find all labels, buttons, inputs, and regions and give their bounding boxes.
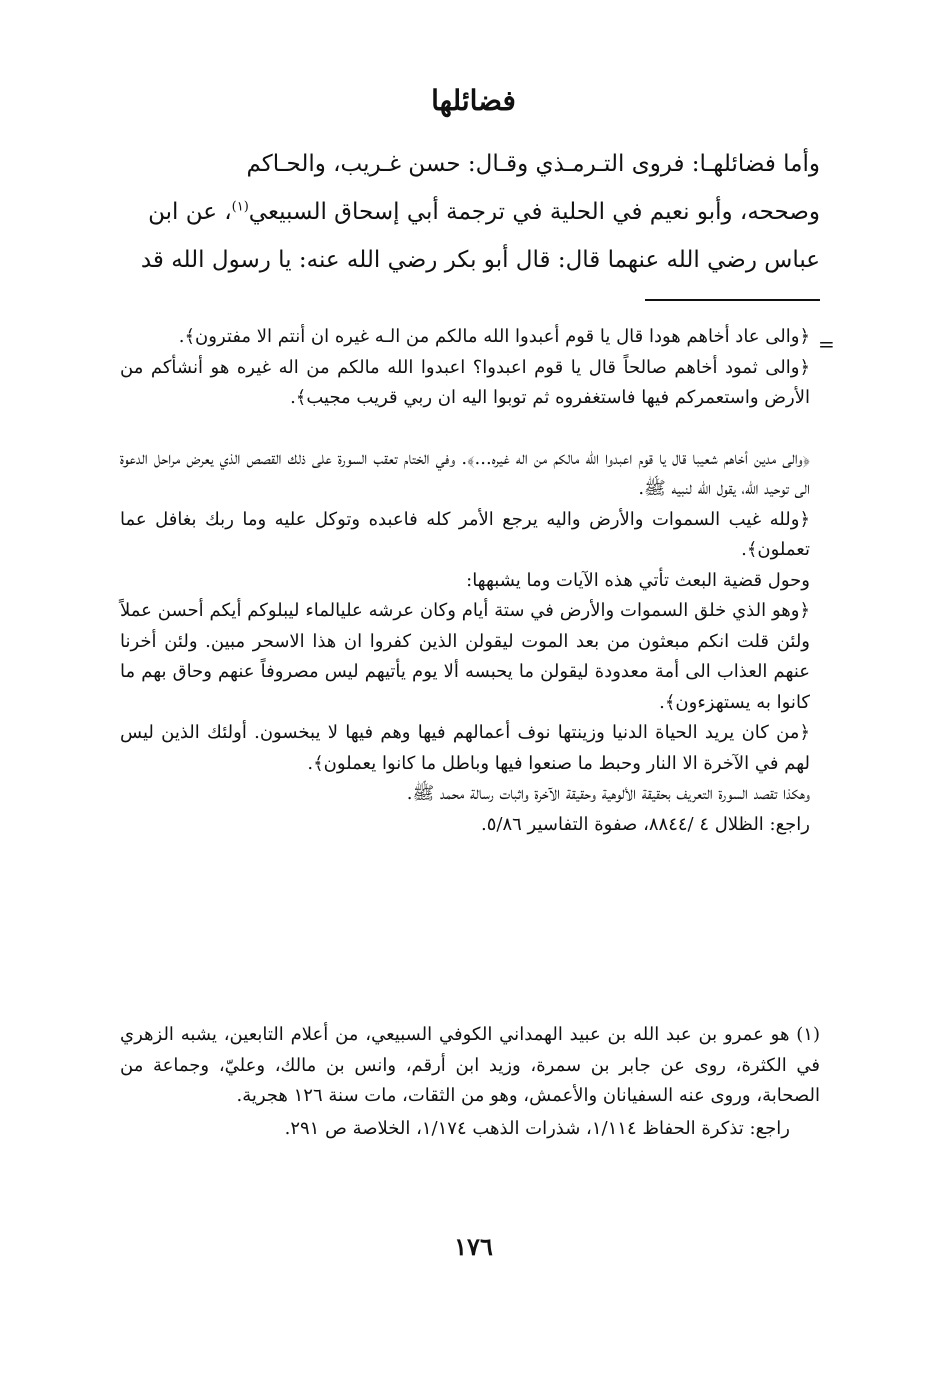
continued-footnote xyxy=(120,322,810,840)
footnote-1-text: (١) هو عمرو بن عبد الله بن عبيد الهمداني الكوفي السبيعي، من أعلام التابعين، يشبه الزهري في الكثرة، روى عن جابر بن سمرة، وزيد ابن أرقم، وانس بن مالك، وعليّ، وجماعة من الصحابة، وروى عنه السفيانان والأعمش، وهو من الثقات، مات سنة ١٢٦ هجرية. xyxy=(120,1024,820,1106)
main-line-2-end: ، عن ابن xyxy=(148,199,232,225)
note-paragraph-3: ﴿والى مدين أخاهم شعيبا قال يا قوم اعبدوا الله مالكم من اله غيره...﴾. وفي الختام تعقب السورة على ذلك القصص الذي يعرض مراحل الدعوة الى توحيد الله، يقول الله لنبيه ﷺ. xyxy=(120,447,810,499)
note-paragraph-7: ﴿من كان يريد الحياة الدنيا وزينتها نوف أعمالهم فيها وهم فيها لا يبخسون. أولئك الذين ليس لهم في الآخرة الا النار وحبط ما صنعوا فيها وباطل ما كانوا يعملون﴾. xyxy=(120,722,810,774)
note-paragraph-8: وهكذا تقصد السورة التعريف بحقيقة الألوهية وحقيقة الآخرة واثبات رسالة محمد ﷺ. xyxy=(406,783,810,804)
footnote-marker-1[interactable]: (١) xyxy=(231,199,249,215)
paragraph-gap xyxy=(120,414,810,444)
note-paragraph-2: ﴿والى ثمود أخاهم صالحاً قال يا قوم اعبدوا؟ اعبدوا الله مالكم من اله غيره هو أنشأكم من الأرض واستعمركم فيها فاستغفروه ثم توبوا اليه ان ربي قريب مجيب﴾. xyxy=(120,356,810,408)
note-paragraph-4: ﴿ولله غيب السموات والأرض واليه يرجع الأمر كله فاعبده وتوكل عليه وما ربك بغافل عما تعملون﴾. xyxy=(120,508,810,560)
footnote-1 xyxy=(120,1020,820,1144)
note-paragraph-6: ﴿وهو الذي خلق السموات والأرض في ستة أيام وكان عرشه عليالماء ليبلوكم أيكم أحسن عملاً ولئن قلت انكم مبعثون من بعد الموت ليقولن الذين كفروا ان هذا الاسحر مبين. ولئن أخرنا عنهم العذاب الى أمة معدودة ليقولن ما يحبسه ألا يوم يأتيهم ليس مصروفاً عنهم وحاق بهم ما كانوا به يستهزءون﴾. xyxy=(120,600,810,713)
note-paragraph-1: ﴿والى عاد أخاهم هودا قال يا قوم أعبدوا الله مالكم من الـه غيره ان أنتم الا مفترون﴾. xyxy=(178,326,810,347)
main-line-2-start: وصححه، وأبو نعيم في الحلية في ترجمة أبي إسحاق السبيعي xyxy=(248,199,820,225)
main-line-2 xyxy=(120,188,820,236)
footnote-divider xyxy=(645,299,820,301)
note-reference: راجع: الظلال ٤ /٨٨٤٤، صفوة التفاسير ٥/٨٦. xyxy=(481,813,810,835)
footnote-1-reference: راجع: تذكرة الحفاظ ١/١١٤، شذرات الذهب ١/١٧٤، الخلاصة ص ٢٩١. xyxy=(284,1117,790,1139)
section-heading: فضائلها xyxy=(431,84,516,117)
main-line-1: وأما فضائلهـا: فروى التـرمـذي وقـال: حسن غـريب، والحـاكم xyxy=(246,151,820,177)
note-paragraph-5: وحول قضية البعث تأتي هذه الآيات وما يشبهها: xyxy=(466,569,810,591)
page-number: ١٧٦ xyxy=(454,1232,493,1261)
main-line-3: عباس رضي الله عنهما قال: قال أبو بكر رضي الله عنه: يا رسول الله قد xyxy=(140,247,820,273)
continuation-mark: = xyxy=(818,332,835,356)
main-text xyxy=(120,140,820,284)
